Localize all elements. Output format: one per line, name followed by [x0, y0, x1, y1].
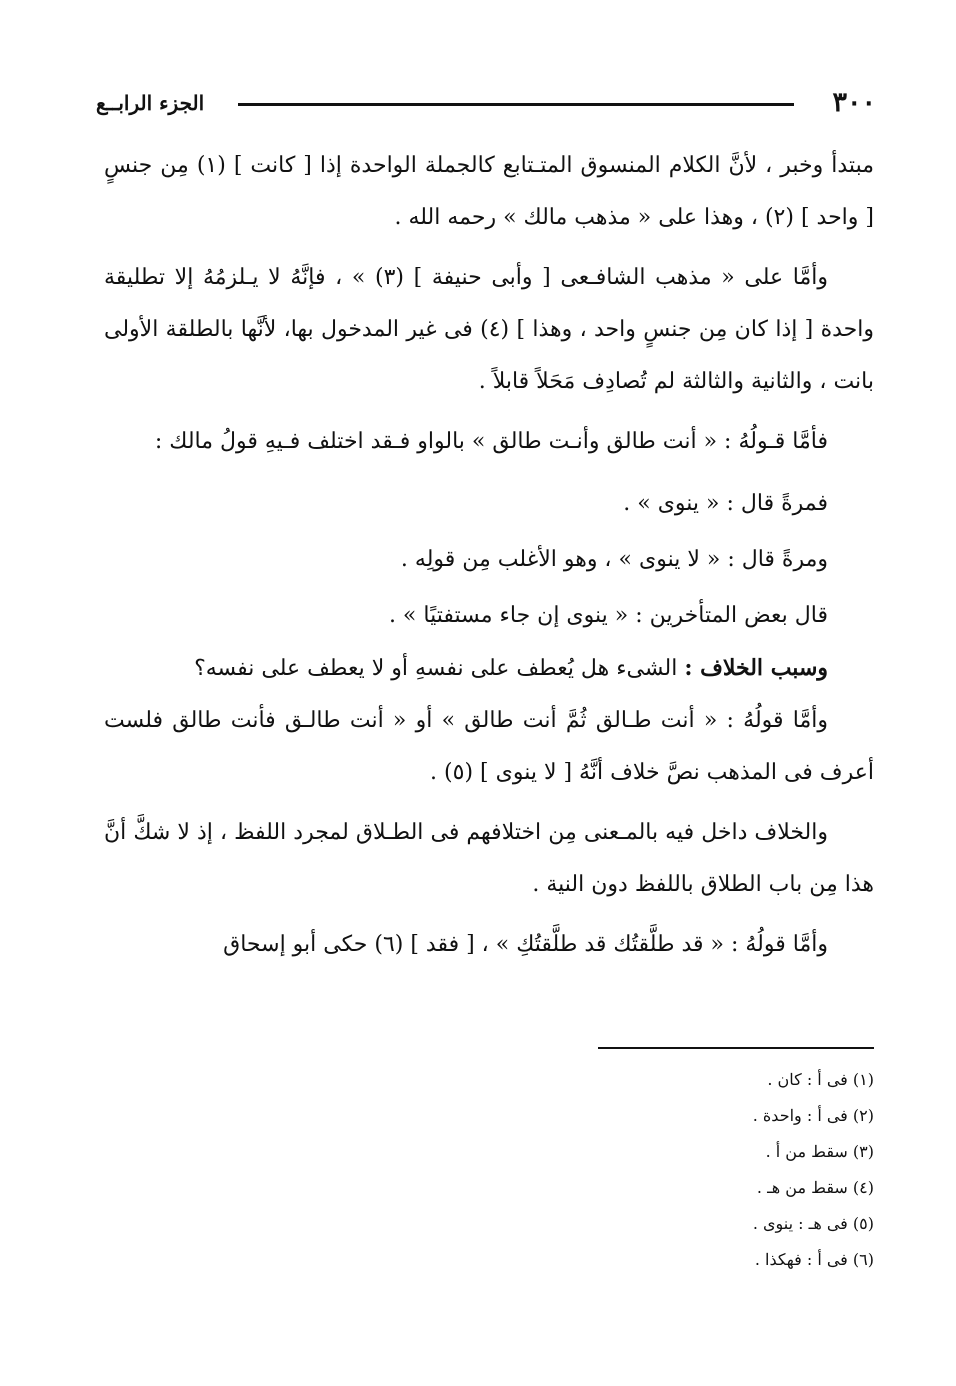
paragraph-2: وأمَّا على « مذهب الشافـعى [ وأبى حنيفة ] (٣) » ، فإنَّهُ لا يـلزمُهُ إلا تطليقة واحدة [ إذا كان مِن جنسٍ واحد ، وهذا ] (٤) فى غير المدخول بها، لأنَّها بالطلقة الأولى بانت ، والثانية والثالثة لم تُصادِف مَحَلاً قابلاً . — [104, 265, 874, 394]
paragraph-1: مبتدأ وخبر ، لأنَّ الكلام المنسوق المتـتابع كالجملة الواحدة إذا [ كانت ] (١) مِن جنسٍ [ واحد ] (٢) ، وهذا على « مذهب مالك » رحمه الله . — [104, 153, 874, 230]
page-header — [96, 86, 876, 126]
paragraph-10: وأمَّا قولُهُ : « قد طلَّقتُك قد طلَّقتُكِ » ، [ فقد ] (٦) حكى أبو إسحاق — [223, 932, 828, 957]
header-rule — [238, 103, 794, 106]
cause-heading: وسبب الخلاف : — [684, 655, 828, 681]
paragraph-5: ومرةً قال : « لا ينوى » ، وهو الأغلب مِن قولِه . — [400, 547, 828, 572]
paragraph-6: قال بعض المتأخرين : « ينوى إن جاء مستفتيًا » . — [388, 603, 828, 628]
footnote-5: (٥) فى هـ : ينوى . — [752, 1214, 874, 1233]
footnote-4: (٤) سقط من هـ . — [756, 1178, 874, 1197]
cause-text: الشىء هل يُعطف على نفسهِ أو لا يعطف على نفسه؟ — [194, 656, 685, 681]
footnote-2: (٢) فى أ : واحدة . — [752, 1106, 874, 1125]
footnote-3: (٣) سقط من أ . — [765, 1142, 874, 1161]
footnote-6: (٦) فى أ : فهكذا . — [754, 1250, 874, 1269]
page-number: ٣٠٠ — [832, 87, 876, 118]
paragraph-7 — [104, 642, 874, 695]
paragraph-9: والخلاف داخل فيه بالمـعنى مِن اختلافهم فى الطـلاق لمجرد اللفظ ، إذ لا شكَّ أنَّ هذا مِن باب الطلاق باللفظ دون النية . — [104, 820, 874, 897]
main-text — [104, 140, 874, 971]
paragraph-4: فمرةً قال : « ينوى » . — [623, 491, 828, 516]
footnotes — [474, 1062, 874, 1278]
footnote-rule — [598, 1047, 874, 1049]
footnote-1: (١) فى أ : كان . — [767, 1070, 874, 1089]
running-title: الجزء الرابــع — [96, 91, 205, 115]
paragraph-8: وأمَّا قولُهُ : « أنت طـالق ثُمَّ أنت طالق » أو « أنت طالـق فأنت طالق فلست أعرف فى المذهب نصَّ خلاف أنَّهُ [ لا ينوى ] (٥) . — [104, 708, 874, 785]
paragraph-3: فأمَّا قـولُهُ : « أنت طالق وأنـت طالق » بالواو فـقد اختلف فـيهِ قولُ مالك : — [154, 429, 828, 454]
